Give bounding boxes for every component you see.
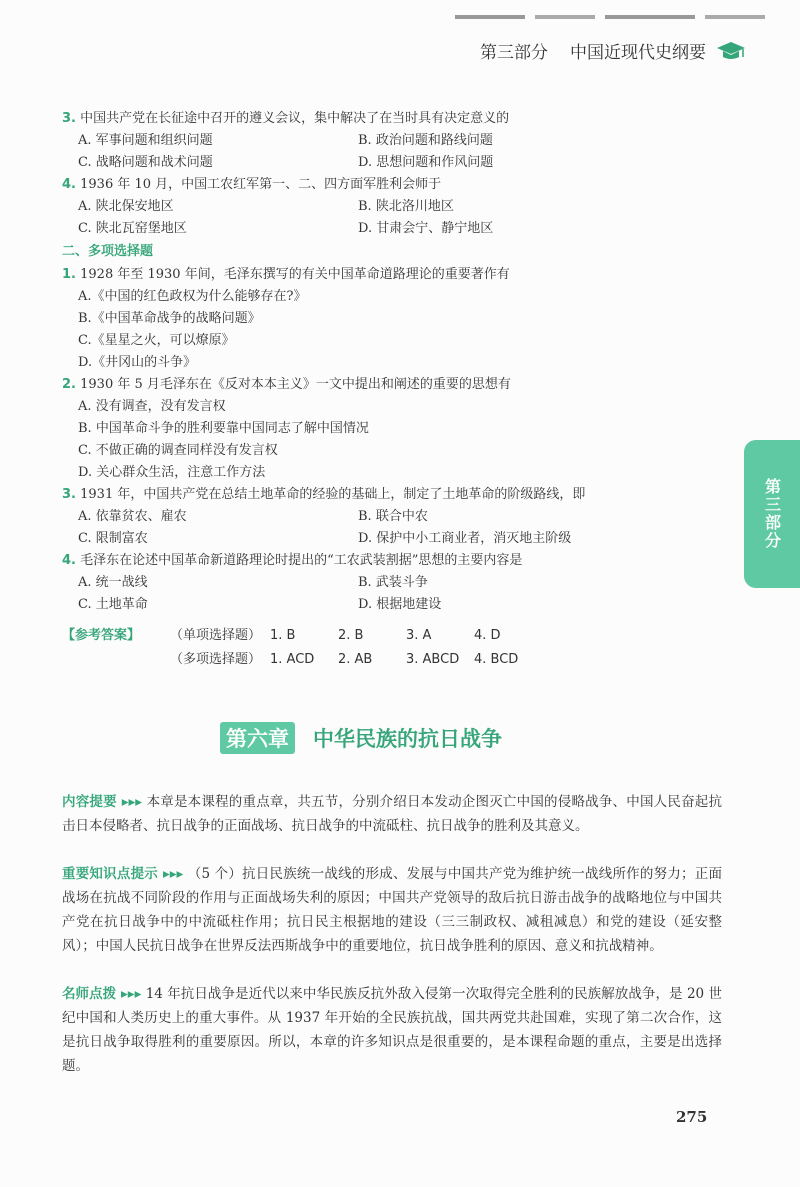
option: A. 陕北保安地区	[78, 199, 174, 214]
option: A. 军事问题和组织问题	[78, 133, 213, 148]
option-list	[62, 196, 672, 240]
option: A. 依靠贫农、雇农	[78, 509, 187, 524]
option-list	[62, 572, 672, 616]
graduation-cap-icon	[716, 40, 746, 62]
question-stem: 2. 1930 年 5 月毛泽东在《反对本本主义》一文中提出和阐述的重要的思想有	[62, 377, 511, 392]
section-side-tab	[744, 440, 800, 588]
question-stem: 3. 中国共产党在长征途中召开的遵义会议，集中解决了在当时具有决定意义的	[62, 111, 510, 126]
option: D. 关心群众生活，注意工作方法	[78, 465, 266, 480]
question-number: 2.	[62, 377, 76, 392]
question-stem: 4. 1936 年 10 月，中国工农红军第一、二、四方面军胜利会师于	[62, 177, 442, 192]
option: B. 联合中农	[358, 509, 428, 524]
paragraph: 名师点拨 ▸▸▸ 14 年抗日战争是近代以来中华民族反抗外敌入侵第一次取得完全胜利的民族解放战争，是 20 世纪中国和人类历史上的重大事件。从 1937 年开始的全民族抗战，国共两党共赴国难，实现了第二次合作，这是抗日战争取得胜利的重要原因。所以，本章的许多知识点是很重要的，是本课程命题的重点，主要是出选择题。	[62, 986, 722, 1074]
option: D. 根据地建设	[358, 597, 442, 612]
page-number: 275	[676, 1108, 708, 1126]
option: C. 不做正确的调查同样没有发言权	[78, 443, 278, 458]
side-tab-label: 第三部分	[762, 478, 782, 550]
questions-block	[62, 108, 672, 672]
question-number: 3.	[62, 111, 76, 126]
option: C. 战略问题和战术问题	[78, 155, 213, 170]
option: D. 思想问题和作风问题	[358, 155, 494, 170]
option: D. 甘肃会宁、静宁地区	[358, 221, 494, 236]
answer-key	[62, 624, 672, 672]
option: A. 统一战线	[78, 575, 148, 590]
paragraph-lead: 内容提要 ▸▸▸	[62, 794, 143, 810]
top-decoration-bar	[455, 10, 765, 16]
question-number: 4.	[62, 553, 76, 568]
option-list	[62, 130, 672, 174]
question-number: 3.	[62, 487, 76, 502]
section-heading: 二、多项选择题	[62, 244, 154, 259]
header-title: 中国近现代史纲要	[570, 43, 706, 63]
option: D. 保护中小工商业者，消灭地主阶级	[358, 531, 572, 546]
paragraph: 重要知识点提示 ▸▸▸ （5 个）抗日民族统一战线的形成、发展与中国共产党为维护统一战线所作的努力；正面战场在抗战不同阶段的作用与正面战场失利的原因；中国共产党领导的敌后抗日游击战争的战略地位与中国共产党在抗日战争中的中流砥柱作用；抗日民主根据地的建设（三三制政权、减租减息）和党的建设（延安整风）；中国人民抗日战争在世界反法西斯战争中的重要地位，抗日战争胜利的原因、意义和抗战精神。	[62, 866, 722, 954]
option: D.《井冈山的斗争》	[78, 355, 197, 370]
option-list	[62, 286, 672, 374]
question-stem: 4. 毛泽东在论述中国革命新道路理论时提出的“工农武装割据”思想的主要内容是	[62, 553, 523, 568]
option: B. 政治问题和路线问题	[358, 133, 493, 148]
option: C. 限制富农	[78, 531, 148, 546]
header-part: 第三部分	[480, 43, 548, 63]
option: C. 土地革命	[78, 597, 148, 612]
option: A.《中国的红色政权为什么能够存在?》	[78, 289, 307, 304]
answer-row: 【参考答案】 （单项选择题） 1. B 2. B 3. A 4. D	[62, 624, 672, 648]
option: B. 陕北洛川地区	[358, 199, 454, 214]
chapter-title: 中华民族的抗日战争	[313, 727, 502, 751]
option: A. 没有调查，没有发言权	[78, 399, 226, 414]
option: C. 陕北瓦窑堡地区	[78, 221, 187, 236]
chapter-heading	[220, 722, 502, 754]
question-stem: 3. 1931 年，中国共产党在总结土地革命的经验的基础上，制定了土地革命的阶级路线，即	[62, 487, 586, 502]
option-list	[62, 506, 672, 550]
question-number: 4.	[62, 177, 76, 192]
option: B. 中国革命斗争的胜利要靠中国同志了解中国情况	[78, 421, 369, 436]
option-list	[62, 396, 672, 484]
option: B. 武装斗争	[358, 575, 428, 590]
answer-row: （多项选择题） 1. ACD 2. AB 3. ABCD 4. BCD	[170, 652, 519, 667]
option: B.《中国革命战争的战略问题》	[78, 311, 261, 326]
answer-label: 【参考答案】	[62, 628, 141, 643]
paragraph-lead: 名师点拨 ▸▸▸	[62, 986, 142, 1002]
option: C.《星星之火，可以燎原》	[78, 333, 235, 348]
paragraph: 内容提要 ▸▸▸ 本章是本课程的重点章，共五节，分别介绍日本发动企图灭亡中国的侵略战争、中国人民奋起抗击日本侵略者、抗日战争的正面战场、抗日战争的中流砥柱、抗日战争的胜利及其意义。	[62, 794, 722, 834]
paragraph-lead: 重要知识点提示 ▸▸▸	[62, 866, 184, 882]
running-header	[480, 38, 746, 63]
chapter-label: 第六章	[220, 722, 295, 754]
question-number: 1.	[62, 267, 76, 282]
question-stem: 1. 1928 年至 1930 年间，毛泽东撰写的有关中国革命道路理论的重要著作有	[62, 267, 510, 282]
